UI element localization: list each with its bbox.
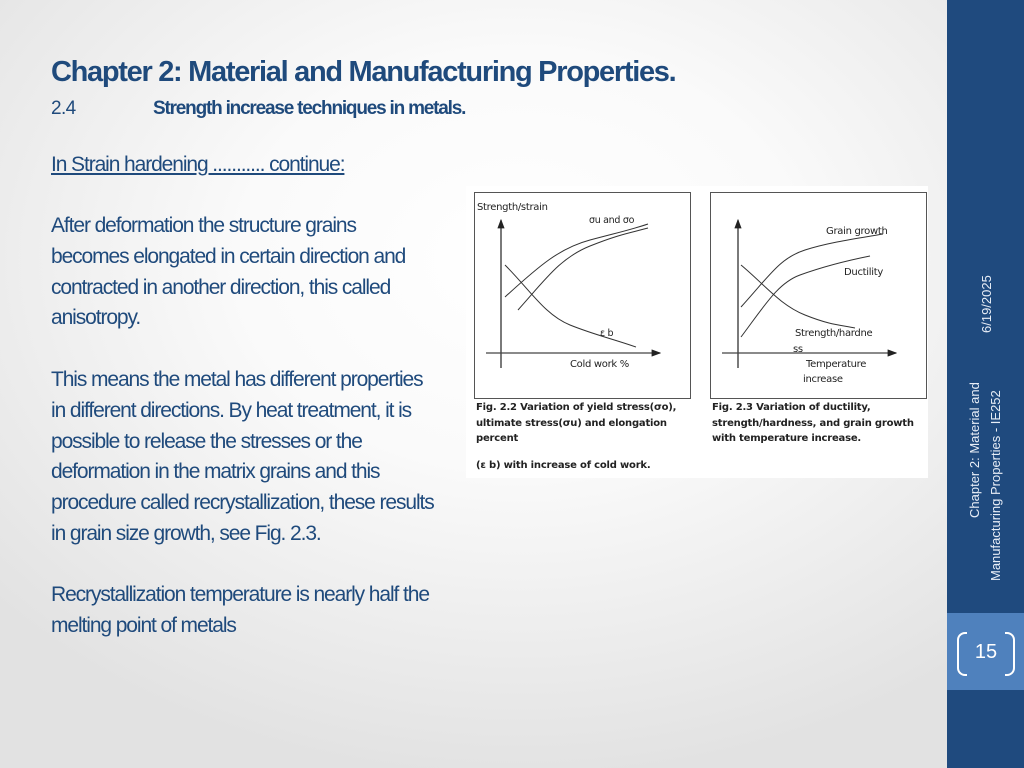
fig-2-2-y-label: Strength/strain xyxy=(477,202,548,213)
text-line: in grain size growth, see Fig. 2.3. xyxy=(51,521,321,545)
fig-2-2-caption xyxy=(476,400,676,473)
caption-line: Fig. 2.2 Variation of yield stress(σo), xyxy=(476,402,677,413)
subheading: In Strain hardening ........... continue: xyxy=(51,153,345,176)
text-line: possible to release the stresses or the xyxy=(51,429,362,453)
caption-line: ultimate stress(σu) and elongation xyxy=(476,417,667,429)
caption-line: percent xyxy=(476,433,519,444)
slide-title: Chapter 2: Material and Manufacturing Properties. xyxy=(51,56,676,88)
text-line: becomes elongated in certain direction and xyxy=(51,244,406,268)
section-number: 2.4 xyxy=(51,98,76,119)
fig-2-3-x-label-line2: increase xyxy=(803,374,843,385)
fig-2-3-axes xyxy=(722,220,896,368)
fig-2-3-ductility-label: Ductility xyxy=(844,267,883,278)
fig-2-2-epsilon-label: ε b xyxy=(600,328,614,339)
fig-2-3-x-label-line1: Temperature xyxy=(806,359,867,370)
fig-2-3-grain-growth-label: Grain growth xyxy=(826,226,888,237)
caption-line: Fig. 2.3 Variation of ductility, xyxy=(712,402,871,413)
text-line: This means the metal has different properties xyxy=(51,368,423,391)
text-line: After deformation the structure grains xyxy=(51,214,356,237)
section-title: Strength increase techniques in metals. xyxy=(153,98,466,119)
text-line: melting point of metals xyxy=(51,613,236,637)
slide-date: 6/19/2025 xyxy=(979,275,994,333)
text-line: contracted in another direction, this called xyxy=(51,275,391,299)
footer-line-1: Chapter 2: Material and xyxy=(967,382,982,518)
text-line: procedure called recrystallization, these results xyxy=(51,491,434,515)
text-line: deformation in the matrix grains and this xyxy=(51,460,380,484)
page-number: 15 xyxy=(974,641,998,663)
caption-line: strength/hardness, and grain growth xyxy=(712,417,914,429)
fig-2-3-strength-label: Strength/hardne xyxy=(795,328,873,339)
fig-2-2-sigma-label: σu and σo xyxy=(589,215,635,226)
caption-line: with temperature increase. xyxy=(712,433,862,444)
fig-2-2-x-label: Cold work % xyxy=(570,359,629,370)
fig-2-3-caption xyxy=(712,400,914,447)
text-line: in different directions. By heat treatment, it is xyxy=(51,398,412,422)
fig-2-3-strength-label-wrap: ss xyxy=(793,344,803,355)
caption-line: (ε b) with increase of cold work. xyxy=(476,459,651,471)
text-line: anisotropy. xyxy=(51,306,141,330)
footer-line-2: Manufacturing Properties - IE252 xyxy=(988,390,1003,581)
text-line: Recrystallization temperature is nearly half the xyxy=(51,583,429,606)
